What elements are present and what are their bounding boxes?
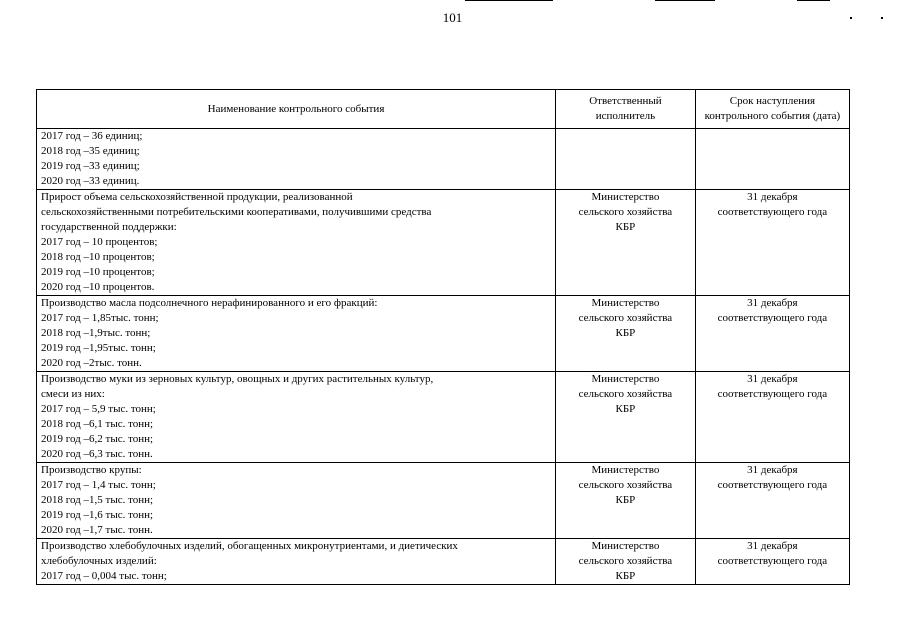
header-responsible: Ответственный исполнитель (556, 90, 696, 129)
event-cell (37, 463, 556, 539)
responsible-cell (556, 463, 696, 539)
cell-text-line: сельскохозяйственными потребительскими кооперативами, получившими средства (41, 206, 432, 218)
cell-text-line: 2019 год –33 единиц; (41, 160, 140, 172)
cell-text-line: 31 декабря (747, 464, 798, 476)
cell-text-line: сельского хозяйства (578, 312, 673, 324)
control-events-table (36, 89, 850, 585)
deadline-cell (695, 539, 849, 585)
scan-artifact (850, 17, 852, 19)
cell-text-line: 2017 год – 0,004 тыс. тонн; (41, 570, 167, 582)
table-row (37, 129, 850, 190)
cell-text-line: Производство масла подсолнечного нерафинированного и его фракций: (41, 297, 378, 309)
event-cell (37, 539, 556, 585)
page-number: 101 (442, 10, 463, 25)
event-cell (37, 129, 556, 190)
deadline-cell (695, 190, 849, 296)
responsible-cell (556, 129, 696, 190)
scan-artifact (797, 0, 830, 1)
cell-text-line: 2017 год – 1,4 тыс. тонн; (41, 479, 156, 491)
cell-text-line: 31 декабря (747, 540, 798, 552)
scan-artifact (465, 0, 553, 1)
scan-artifact (655, 0, 715, 1)
responsible-cell (556, 296, 696, 372)
header-event-name: Наименование контрольного события (37, 90, 556, 129)
cell-text-line: сельского хозяйства (578, 388, 673, 400)
cell-text-line: КБР (615, 403, 636, 415)
cell-text-line: 2017 год – 10 процентов; (41, 236, 158, 248)
event-cell (37, 190, 556, 296)
cell-text-line: соответствующего года (717, 479, 828, 491)
cell-text-line: сельского хозяйства (578, 206, 673, 218)
cell-text-line: 31 декабря (747, 191, 798, 203)
cell-text-line: Производство крупы: (41, 464, 142, 476)
cell-text-line: 2019 год –10 процентов; (41, 266, 155, 278)
deadline-cell (695, 372, 849, 463)
cell-text-line: 2017 год – 5,9 тыс. тонн; (41, 403, 156, 415)
event-cell (37, 372, 556, 463)
cell-text-line: 2018 год –6,1 тыс. тонн; (41, 418, 154, 430)
cell-text-line: Министерство (591, 297, 660, 309)
cell-text-line: государственной поддержки: (41, 221, 177, 233)
cell-text-line: 2020 год –33 единиц. (41, 175, 140, 187)
cell-text-line: Прирост объема сельскохозяйственной продукции, реализованной (41, 191, 353, 203)
table-row (37, 296, 850, 372)
cell-text-line: смеси из них: (41, 388, 105, 400)
header-deadline: Срок наступления контрольного события (дата) (695, 90, 849, 129)
cell-text-line: 2018 год –1,5 тыс. тонн; (41, 494, 154, 506)
cell-text-line: 31 декабря (747, 297, 798, 309)
table-row (37, 190, 850, 296)
table-row (37, 539, 850, 585)
cell-text-line: 2019 год –6,2 тыс. тонн; (41, 433, 154, 445)
cell-text-line: 31 декабря (747, 373, 798, 385)
cell-text-line: соответствующего года (717, 206, 828, 218)
cell-text-line: КБР (615, 494, 636, 506)
cell-text-line: КБР (615, 570, 636, 582)
cell-text-line: Министерство (591, 464, 660, 476)
cell-text-line: 2018 год –1,9тыс. тонн; (41, 327, 151, 339)
cell-text-line: сельского хозяйства (578, 479, 673, 491)
cell-text-line: соответствующего года (717, 555, 828, 567)
responsible-cell (556, 372, 696, 463)
cell-text-line: Министерство (591, 540, 660, 552)
cell-text-line: 2018 год –10 процентов; (41, 251, 155, 263)
cell-text-line: Производство муки из зерновых культур, овощных и других растительных культур, (41, 373, 434, 385)
table-header-row (37, 90, 850, 129)
deadline-cell (695, 296, 849, 372)
cell-text-line: 2020 год –10 процентов. (41, 281, 155, 293)
cell-text-line: Министерство (591, 373, 660, 385)
cell-text-line: Производство хлебобулочных изделий, обогащенных микронутриентами, и диетических (41, 540, 458, 552)
cell-text-line: сельского хозяйства (578, 555, 673, 567)
cell-text-line: 2017 год – 36 единиц; (41, 130, 143, 142)
cell-text-line: 2020 год –6,3 тыс. тонн. (41, 448, 153, 460)
cell-text-line: хлебобулочных изделий: (41, 555, 157, 567)
cell-text-line: 2019 год –1,6 тыс. тонн; (41, 509, 154, 521)
deadline-cell (695, 129, 849, 190)
responsible-cell (556, 190, 696, 296)
deadline-cell (695, 463, 849, 539)
cell-text-line: 2020 год –1,7 тыс. тонн. (41, 524, 153, 536)
cell-text-line: соответствующего года (717, 312, 828, 324)
scan-artifact (881, 17, 883, 19)
responsible-cell (556, 539, 696, 585)
cell-text-line: 2018 год –35 единиц; (41, 145, 140, 157)
cell-text-line: 2020 год –2тыс. тонн. (41, 357, 142, 369)
cell-text-line: КБР (615, 221, 636, 233)
event-cell (37, 296, 556, 372)
cell-text-line: соответствующего года (717, 388, 828, 400)
cell-text-line: 2019 год –1,95тыс. тонн; (41, 342, 156, 354)
cell-text-line: Министерство (591, 191, 660, 203)
table-row (37, 463, 850, 539)
cell-text-line: КБР (615, 327, 636, 339)
table-row (37, 372, 850, 463)
cell-text-line: 2017 год – 1,85тыс. тонн; (41, 312, 159, 324)
